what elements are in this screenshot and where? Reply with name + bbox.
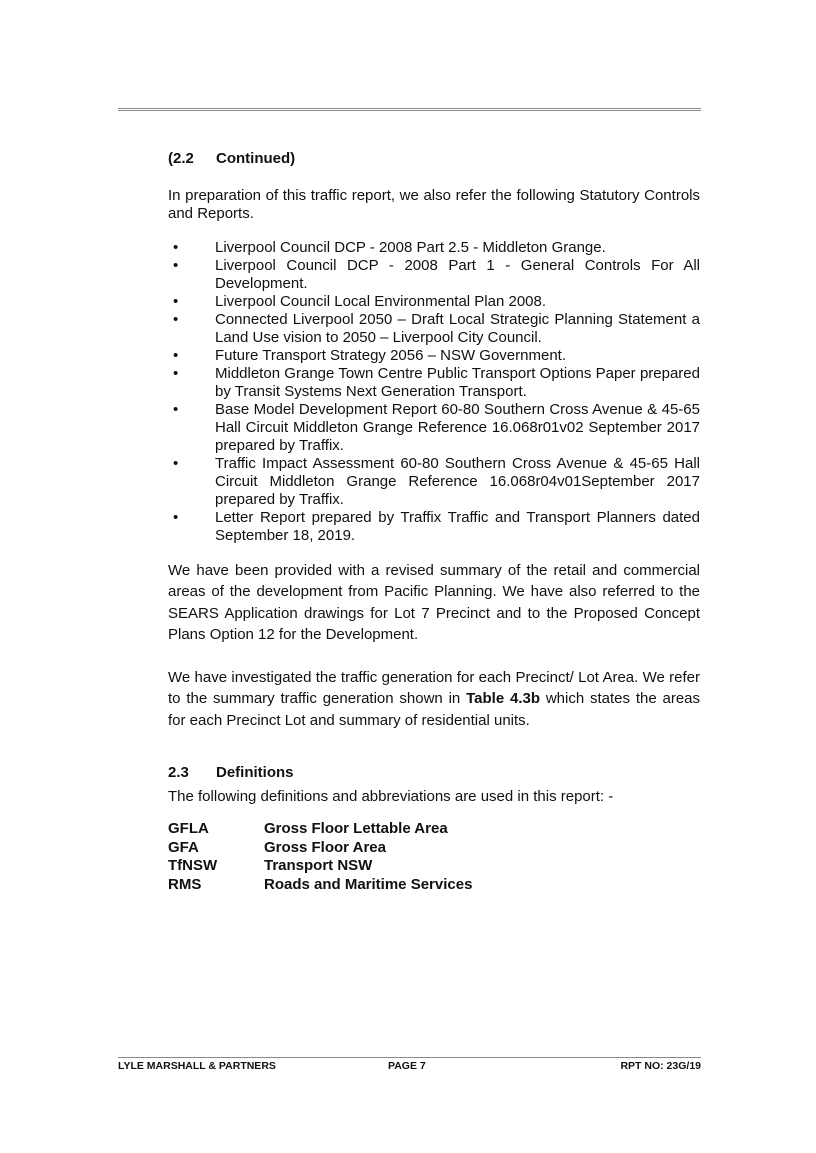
list-item: • Middleton Grange Town Centre Public Transport Options Paper prepared by Transit Systems Next Generation Transport. bbox=[173, 365, 700, 400]
definition-meaning: Gross Floor Area bbox=[264, 838, 386, 856]
list-item: • Connected Liverpool 2050 – Draft Local Strategic Planning Statement a Land Use vision to 2050 – Liverpool City Council. bbox=[173, 311, 700, 346]
footer-report-number: RPT NO: 23G/19 bbox=[620, 1060, 701, 1072]
section-number: 2.3 bbox=[168, 764, 189, 782]
section-2-2-intro: In preparation of this traffic report, we also refer the following Statutory Controls and Reports. bbox=[168, 187, 700, 222]
definitions-intro: The following definitions and abbreviations are used in this report: - bbox=[168, 788, 614, 806]
section-2-3-heading bbox=[168, 764, 700, 782]
section-title: Definitions bbox=[216, 764, 294, 782]
definition-abbr: GFA bbox=[168, 838, 199, 856]
paragraph-revised-summary: We have been provided with a revised summary of the retail and commercial areas of the development from Pacific Planning. We have also referred to the SEARS Application drawings for Lot 7 Precinct and to the Proposed Concept Plans Option 12 for the Development. bbox=[168, 562, 700, 643]
list-item: • Liverpool Council DCP - 2008 Part 2.5 - Middleton Grange. bbox=[173, 239, 606, 256]
table-row bbox=[168, 820, 472, 839]
references-list bbox=[168, 239, 700, 545]
paragraph-traffic-generation: We have investigated the traffic generation for each Precinct/ Lot Area. We refer to the summary traffic generation shown in Table 4.3b which states the areas for each Precinct Lot and summary of residential units. bbox=[168, 669, 701, 729]
bullet-icon: • bbox=[173, 293, 179, 310]
bullet-icon: • bbox=[173, 311, 179, 328]
page-content bbox=[168, 150, 700, 894]
table-reference: Table 4.3b bbox=[466, 690, 540, 708]
definition-meaning: Gross Floor Lettable Area bbox=[264, 820, 448, 838]
list-item: • Liverpool Council DCP - 2008 Part 1 - General Controls For All Development. bbox=[173, 257, 700, 292]
list-item: • Traffic Impact Assessment 60-80 Southern Cross Avenue & 45-65 Hall Circuit Middleton Grange Reference 16.068r04v01September 2017 prepared by Traffix. bbox=[173, 455, 700, 508]
definition-abbr: GFLA bbox=[168, 820, 209, 838]
bullet-icon: • bbox=[173, 347, 179, 364]
footer-rule bbox=[118, 1057, 701, 1058]
section-number: (2.2 bbox=[168, 150, 194, 167]
page-footer bbox=[118, 1060, 701, 1074]
table-row bbox=[168, 857, 472, 876]
bullet-icon: • bbox=[173, 455, 179, 472]
footer-company: LYLE MARSHALL & PARTNERS bbox=[118, 1060, 276, 1072]
bullet-icon: • bbox=[173, 509, 179, 526]
list-item: • Letter Report prepared by Traffix Traffic and Transport Planners dated September 18, 2019. bbox=[173, 509, 700, 544]
footer-page-number: PAGE 7 bbox=[388, 1060, 426, 1072]
definition-meaning: Roads and Maritime Services bbox=[264, 875, 473, 893]
list-item: • Liverpool Council Local Environmental Plan 2008. bbox=[173, 293, 547, 310]
section-title: Continued) bbox=[216, 150, 296, 167]
definition-abbr: RMS bbox=[168, 875, 202, 893]
list-item: • Future Transport Strategy 2056 – NSW Government. bbox=[173, 347, 566, 364]
table-row bbox=[168, 839, 472, 858]
definition-abbr: TfNSW bbox=[168, 857, 218, 875]
section-2-2-heading bbox=[168, 150, 700, 168]
bullet-icon: • bbox=[173, 257, 179, 274]
list-item: • Base Model Development Report 60-80 Southern Cross Avenue & 45-65 Hall Circuit Middleton Grange Reference 16.068r01v02 September 2017 prepared by Traffix. bbox=[173, 401, 700, 454]
definition-meaning: Transport NSW bbox=[264, 857, 373, 875]
table-row bbox=[168, 876, 472, 895]
header-rule bbox=[118, 108, 701, 111]
definitions-table bbox=[168, 820, 472, 894]
bullet-icon: • bbox=[173, 401, 179, 418]
bullet-icon: • bbox=[173, 239, 179, 256]
bullet-icon: • bbox=[173, 365, 179, 382]
